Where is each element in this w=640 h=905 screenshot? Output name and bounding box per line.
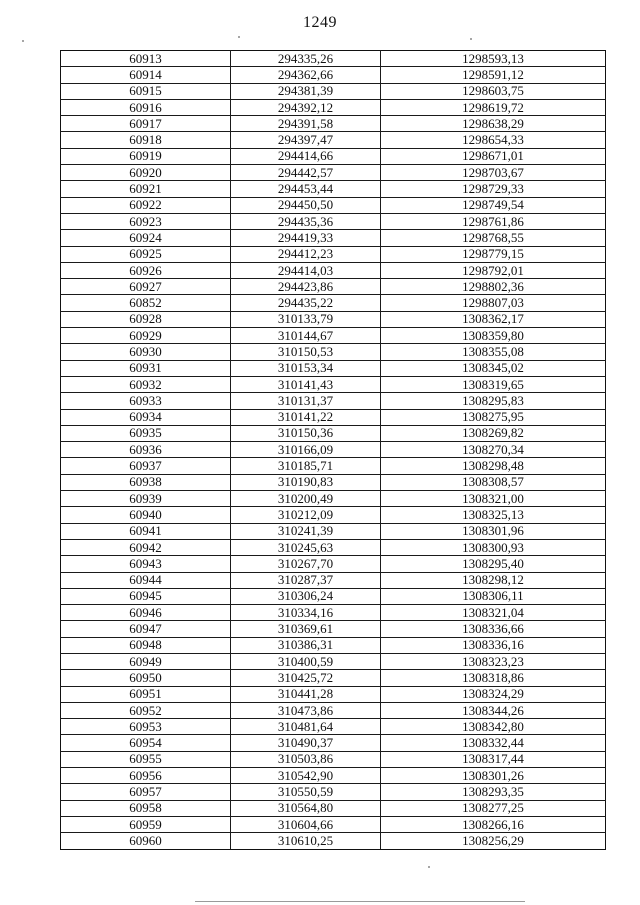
table-row: [61, 83, 606, 99]
table-row: [61, 458, 606, 474]
y-coordinate-cell: 1308270,34: [381, 442, 606, 458]
y-coordinate-cell: 1308336,16: [381, 637, 606, 653]
table-row: [61, 800, 606, 816]
y-coordinate-cell: 1308298,48: [381, 458, 606, 474]
table-row: [61, 539, 606, 555]
x-coordinate-cell: 310131,37: [231, 393, 381, 409]
x-coordinate-cell: 310166,09: [231, 442, 381, 458]
y-coordinate-cell: 1308317,44: [381, 751, 606, 767]
point-number-cell: 60930: [61, 344, 231, 360]
point-number-cell: 60932: [61, 376, 231, 392]
x-coordinate-cell: 310287,37: [231, 572, 381, 588]
y-coordinate-cell: 1308306,11: [381, 588, 606, 604]
y-coordinate-cell: 1308332,44: [381, 735, 606, 751]
x-coordinate-cell: 310241,39: [231, 523, 381, 539]
x-coordinate-cell: 294391,58: [231, 116, 381, 132]
y-coordinate-cell: 1298792,01: [381, 262, 606, 278]
table-row: [61, 686, 606, 702]
scan-artifact-line: [195, 901, 525, 902]
point-number-cell: 60947: [61, 621, 231, 637]
y-coordinate-cell: 1308359,80: [381, 328, 606, 344]
point-number-cell: 60931: [61, 360, 231, 376]
x-coordinate-cell: 310267,70: [231, 556, 381, 572]
x-coordinate-cell: 310490,37: [231, 735, 381, 751]
x-coordinate-cell: 310503,86: [231, 751, 381, 767]
x-coordinate-cell: 310153,34: [231, 360, 381, 376]
point-number-cell: 60960: [61, 833, 231, 849]
x-coordinate-cell: 310425,72: [231, 670, 381, 686]
point-number-cell: 60929: [61, 328, 231, 344]
table-row: [61, 588, 606, 604]
scan-artifact-dot: [22, 40, 24, 42]
table-row: [61, 735, 606, 751]
y-coordinate-cell: 1298802,36: [381, 279, 606, 295]
point-number-cell: 60928: [61, 311, 231, 327]
table-row: [61, 442, 606, 458]
point-number-cell: 60913: [61, 51, 231, 67]
y-coordinate-cell: 1308323,23: [381, 653, 606, 669]
page-number: 1249: [303, 14, 337, 31]
table-row: [61, 409, 606, 425]
y-coordinate-cell: 1298671,01: [381, 148, 606, 164]
x-coordinate-cell: 310604,66: [231, 816, 381, 832]
table-row: [61, 311, 606, 327]
x-coordinate-cell: 310542,90: [231, 768, 381, 784]
x-coordinate-cell: 294397,47: [231, 132, 381, 148]
point-number-cell: 60959: [61, 816, 231, 832]
point-number-cell: 60922: [61, 197, 231, 213]
point-number-cell: 60918: [61, 132, 231, 148]
x-coordinate-cell: 310245,63: [231, 539, 381, 555]
table-row: [61, 51, 606, 67]
x-coordinate-cell: 310141,22: [231, 409, 381, 425]
table-row: [61, 833, 606, 849]
y-coordinate-cell: 1308295,83: [381, 393, 606, 409]
y-coordinate-cell: 1298603,75: [381, 83, 606, 99]
y-coordinate-cell: 1308344,26: [381, 702, 606, 718]
x-coordinate-cell: 310190,83: [231, 474, 381, 490]
y-coordinate-cell: 1308266,16: [381, 816, 606, 832]
point-number-cell: 60945: [61, 588, 231, 604]
point-number-cell: 60956: [61, 768, 231, 784]
point-number-cell: 60948: [61, 637, 231, 653]
table-row: [61, 621, 606, 637]
coordinates-table-container: [60, 50, 605, 850]
point-number-cell: 60953: [61, 719, 231, 735]
table-row: [61, 116, 606, 132]
table-row: [61, 637, 606, 653]
table-row: [61, 344, 606, 360]
table-row: [61, 376, 606, 392]
y-coordinate-cell: 1308362,17: [381, 311, 606, 327]
table-row: [61, 425, 606, 441]
y-coordinate-cell: 1308325,13: [381, 507, 606, 523]
x-coordinate-cell: 310212,09: [231, 507, 381, 523]
table-row: [61, 784, 606, 800]
y-coordinate-cell: 1308277,25: [381, 800, 606, 816]
scan-artifact-dot: [238, 36, 240, 38]
table-row: [61, 246, 606, 262]
x-coordinate-cell: 294335,26: [231, 51, 381, 67]
y-coordinate-cell: 1298779,15: [381, 246, 606, 262]
x-coordinate-cell: 294419,33: [231, 230, 381, 246]
y-coordinate-cell: 1308301,26: [381, 768, 606, 784]
point-number-cell: 60924: [61, 230, 231, 246]
table-row: [61, 230, 606, 246]
x-coordinate-cell: 294423,86: [231, 279, 381, 295]
x-coordinate-cell: 294362,66: [231, 67, 381, 83]
point-number-cell: 60920: [61, 165, 231, 181]
x-coordinate-cell: 310144,67: [231, 328, 381, 344]
scan-artifact-dot: [470, 38, 472, 40]
point-number-cell: 60917: [61, 116, 231, 132]
x-coordinate-cell: 310386,31: [231, 637, 381, 653]
coordinates-table: [60, 50, 606, 850]
x-coordinate-cell: 294442,57: [231, 165, 381, 181]
point-number-cell: 60950: [61, 670, 231, 686]
table-row: [61, 165, 606, 181]
y-coordinate-cell: 1298729,33: [381, 181, 606, 197]
x-coordinate-cell: 310481,64: [231, 719, 381, 735]
table-row: [61, 556, 606, 572]
table-row: [61, 148, 606, 164]
point-number-cell: 60933: [61, 393, 231, 409]
table-row: [61, 572, 606, 588]
y-coordinate-cell: 1308293,35: [381, 784, 606, 800]
x-coordinate-cell: 294412,23: [231, 246, 381, 262]
x-coordinate-cell: 294381,39: [231, 83, 381, 99]
point-number-cell: 60942: [61, 539, 231, 555]
table-row: [61, 670, 606, 686]
x-coordinate-cell: 310141,43: [231, 376, 381, 392]
x-coordinate-cell: 310334,16: [231, 605, 381, 621]
x-coordinate-cell: 310610,25: [231, 833, 381, 849]
table-row: [61, 213, 606, 229]
table-row: [61, 132, 606, 148]
point-number-cell: 60946: [61, 605, 231, 621]
point-number-cell: 60925: [61, 246, 231, 262]
y-coordinate-cell: 1298593,13: [381, 51, 606, 67]
table-row: [61, 393, 606, 409]
scan-artifact-dot: [428, 866, 430, 868]
y-coordinate-cell: 1308295,40: [381, 556, 606, 572]
point-number-cell: 60934: [61, 409, 231, 425]
y-coordinate-cell: 1308321,00: [381, 491, 606, 507]
y-coordinate-cell: 1308345,02: [381, 360, 606, 376]
table-row: [61, 279, 606, 295]
y-coordinate-cell: 1298654,33: [381, 132, 606, 148]
x-coordinate-cell: 310185,71: [231, 458, 381, 474]
point-number-cell: 60940: [61, 507, 231, 523]
point-number-cell: 60939: [61, 491, 231, 507]
point-number-cell: 60938: [61, 474, 231, 490]
point-number-cell: 60936: [61, 442, 231, 458]
x-coordinate-cell: 294392,12: [231, 99, 381, 115]
y-coordinate-cell: 1308342,80: [381, 719, 606, 735]
y-coordinate-cell: 1308318,86: [381, 670, 606, 686]
point-number-cell: 60921: [61, 181, 231, 197]
table-row: [61, 491, 606, 507]
x-coordinate-cell: 310564,80: [231, 800, 381, 816]
table-row: [61, 768, 606, 784]
point-number-cell: 60914: [61, 67, 231, 83]
y-coordinate-cell: 1298807,03: [381, 295, 606, 311]
point-number-cell: 60955: [61, 751, 231, 767]
x-coordinate-cell: 310306,24: [231, 588, 381, 604]
table-row: [61, 719, 606, 735]
coordinates-table-body: [61, 51, 606, 850]
y-coordinate-cell: 1298761,86: [381, 213, 606, 229]
table-row: [61, 653, 606, 669]
point-number-cell: 60944: [61, 572, 231, 588]
table-row: [61, 295, 606, 311]
table-row: [61, 816, 606, 832]
table-row: [61, 605, 606, 621]
y-coordinate-cell: 1308301,96: [381, 523, 606, 539]
table-row: [61, 181, 606, 197]
point-number-cell: 60916: [61, 99, 231, 115]
y-coordinate-cell: 1308355,08: [381, 344, 606, 360]
point-number-cell: 60957: [61, 784, 231, 800]
y-coordinate-cell: 1298619,72: [381, 99, 606, 115]
x-coordinate-cell: 310200,49: [231, 491, 381, 507]
point-number-cell: 60943: [61, 556, 231, 572]
y-coordinate-cell: 1298768,55: [381, 230, 606, 246]
table-row: [61, 474, 606, 490]
x-coordinate-cell: 310441,28: [231, 686, 381, 702]
x-coordinate-cell: 294450,50: [231, 197, 381, 213]
point-number-cell: 60915: [61, 83, 231, 99]
y-coordinate-cell: 1308319,65: [381, 376, 606, 392]
x-coordinate-cell: 294435,22: [231, 295, 381, 311]
point-number-cell: 60954: [61, 735, 231, 751]
y-coordinate-cell: 1308256,29: [381, 833, 606, 849]
x-coordinate-cell: 310400,59: [231, 653, 381, 669]
point-number-cell: 60951: [61, 686, 231, 702]
point-number-cell: 60927: [61, 279, 231, 295]
point-number-cell: 60852: [61, 295, 231, 311]
point-number-cell: 60937: [61, 458, 231, 474]
x-coordinate-cell: 310550,59: [231, 784, 381, 800]
table-row: [61, 702, 606, 718]
point-number-cell: 60919: [61, 148, 231, 164]
y-coordinate-cell: 1308300,93: [381, 539, 606, 555]
table-row: [61, 328, 606, 344]
table-row: [61, 507, 606, 523]
x-coordinate-cell: 310369,61: [231, 621, 381, 637]
x-coordinate-cell: 294414,03: [231, 262, 381, 278]
y-coordinate-cell: 1298591,12: [381, 67, 606, 83]
point-number-cell: 60941: [61, 523, 231, 539]
point-number-cell: 60952: [61, 702, 231, 718]
y-coordinate-cell: 1308324,29: [381, 686, 606, 702]
table-row: [61, 751, 606, 767]
point-number-cell: 60923: [61, 213, 231, 229]
y-coordinate-cell: 1308308,57: [381, 474, 606, 490]
point-number-cell: 60926: [61, 262, 231, 278]
y-coordinate-cell: 1308269,82: [381, 425, 606, 441]
x-coordinate-cell: 294414,66: [231, 148, 381, 164]
x-coordinate-cell: 310150,53: [231, 344, 381, 360]
y-coordinate-cell: 1308275,95: [381, 409, 606, 425]
x-coordinate-cell: 294435,36: [231, 213, 381, 229]
y-coordinate-cell: 1308298,12: [381, 572, 606, 588]
y-coordinate-cell: 1298749,54: [381, 197, 606, 213]
point-number-cell: 60949: [61, 653, 231, 669]
x-coordinate-cell: 310133,79: [231, 311, 381, 327]
table-row: [61, 67, 606, 83]
table-row: [61, 360, 606, 376]
table-row: [61, 523, 606, 539]
x-coordinate-cell: 294453,44: [231, 181, 381, 197]
point-number-cell: 60958: [61, 800, 231, 816]
table-row: [61, 197, 606, 213]
x-coordinate-cell: 310473,86: [231, 702, 381, 718]
point-number-cell: 60935: [61, 425, 231, 441]
y-coordinate-cell: 1308321,04: [381, 605, 606, 621]
y-coordinate-cell: 1298703,67: [381, 165, 606, 181]
table-row: [61, 99, 606, 115]
y-coordinate-cell: 1308336,66: [381, 621, 606, 637]
table-row: [61, 262, 606, 278]
y-coordinate-cell: 1298638,29: [381, 116, 606, 132]
x-coordinate-cell: 310150,36: [231, 425, 381, 441]
